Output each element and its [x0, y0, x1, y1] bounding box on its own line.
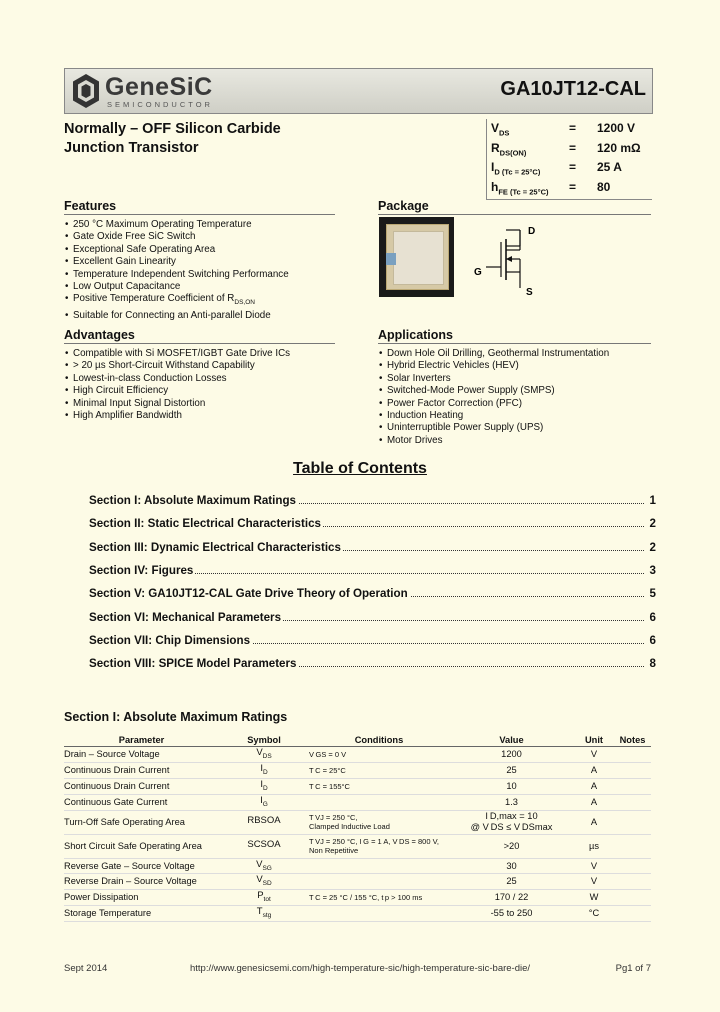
- toc-entry-label: Section I: Absolute Maximum Ratings: [89, 494, 296, 507]
- value-text: 1.3: [505, 796, 518, 807]
- cell-unit: A: [574, 778, 614, 794]
- symbol-letter: T: [256, 906, 263, 918]
- list-item: [64, 360, 335, 372]
- list-item: [378, 385, 651, 397]
- toc-entry[interactable]: [89, 634, 656, 650]
- cell-symbol: [219, 762, 309, 778]
- spec-symbol: [491, 180, 549, 196]
- key-specs-box: [486, 119, 652, 200]
- gate-label: G: [474, 267, 482, 278]
- cell-symbol: [219, 794, 309, 810]
- symbol-letter: I: [260, 762, 263, 774]
- list-item-text: Down Hole Oil Drilling, Geothermal Instrumentation: [387, 348, 610, 359]
- list-item-text: Exceptional Safe Operating Area: [73, 243, 216, 255]
- toc-entry[interactable]: [89, 517, 656, 533]
- cell-conditions: [309, 762, 449, 778]
- symbol-letter: V: [256, 747, 263, 758]
- symbol-letter: V: [256, 874, 263, 886]
- cell-conditions: [309, 858, 449, 874]
- cell-unit: V: [574, 747, 614, 763]
- cell-conditions: [309, 794, 449, 810]
- cell-value: [449, 810, 574, 834]
- cell-unit: A: [574, 794, 614, 810]
- logo-name: GeneSiC: [105, 73, 213, 101]
- drain-label: D: [528, 226, 536, 237]
- list-item-text: Lowest-in-class Conduction Losses: [73, 372, 227, 384]
- spec-row: [491, 180, 651, 199]
- col-symbol: Symbol: [219, 734, 309, 747]
- toc-entry[interactable]: [89, 657, 656, 673]
- cell-value: [449, 778, 574, 794]
- list-item: [378, 398, 651, 410]
- value-text: 30: [506, 860, 517, 871]
- cell-notes: [614, 874, 651, 890]
- cell-notes: [614, 810, 651, 834]
- spec-symbol-subscript: FE (Tc = 25°C): [498, 186, 549, 196]
- cell-parameter: Turn-Off Safe Operating Area: [64, 810, 219, 834]
- table-row: [64, 890, 651, 906]
- die-photo: [379, 217, 454, 297]
- spec-symbol: [491, 121, 509, 137]
- toc-entry-label: Section VIII: SPICE Model Parameters: [89, 657, 297, 671]
- list-item-text: Low Output Capacitance: [73, 281, 181, 293]
- table-row: [64, 810, 651, 834]
- spec-equals: =: [569, 160, 577, 174]
- col-value: Value: [449, 734, 574, 747]
- list-item: [64, 281, 335, 293]
- table-row: [64, 747, 651, 763]
- cell-parameter: Continuous Gate Current: [64, 794, 219, 810]
- cell-conditions: [309, 834, 449, 858]
- spec-symbol-letter: h: [491, 179, 499, 194]
- footer-date: Sept 2014: [64, 963, 108, 974]
- package-section: [378, 199, 651, 215]
- list-item-text: Temperature Independent Switching Performance: [73, 268, 289, 280]
- spec-equals: =: [569, 179, 577, 194]
- die-active-area: [393, 231, 444, 285]
- symbol-subscript: stg: [262, 912, 272, 920]
- symbol-letter: RBSOA: [247, 814, 281, 826]
- absolute-max-ratings-table: [64, 734, 651, 922]
- conditions-text: T C = 25 °C / 155 °C, t p > 100 ms: [309, 893, 423, 903]
- value-text: 170 / 22: [494, 892, 529, 903]
- toc-entry-label: Section II: Static Electrical Characteristics: [89, 517, 321, 531]
- transistor-symbol-icon: [470, 222, 540, 297]
- value-text: 10: [506, 780, 517, 791]
- toc-entry-page: 2: [649, 540, 656, 554]
- cell-unit: W: [574, 890, 614, 906]
- spec-symbol: [491, 160, 540, 176]
- col-notes: Notes: [614, 734, 651, 747]
- symbol-subscript: DS: [262, 752, 272, 760]
- toc-entry[interactable]: [89, 494, 656, 510]
- toc-entry-page: 1: [649, 494, 656, 507]
- list-item-text: High Circuit Efficiency: [73, 385, 169, 397]
- spec-symbol-letter: V: [491, 121, 500, 135]
- cell-conditions: [309, 778, 449, 794]
- list-item-text: Excellent Gain Linearity: [73, 256, 176, 268]
- cell-value: [449, 858, 574, 874]
- list-item: [64, 410, 335, 422]
- spec-symbol: [491, 141, 526, 157]
- spec-equals: =: [569, 140, 577, 155]
- value-text: 25: [506, 764, 517, 775]
- document-title: [64, 120, 281, 158]
- cell-symbol: [219, 858, 309, 874]
- conditions-text: T VJ = 250 °C, Clamped Inductive Load: [309, 813, 390, 832]
- list-item: [64, 385, 335, 397]
- cell-symbol: [219, 834, 309, 858]
- list-item-text: Power Factor Correction (PFC): [387, 397, 523, 409]
- value-text: -55 to 250: [490, 908, 533, 919]
- list-item-text: Gate Oxide Free SiC Switch: [73, 231, 196, 243]
- spec-value: 120 mΩ: [597, 140, 641, 155]
- list-item-text: > 20 µs Short-Circuit Withstand Capability: [73, 360, 255, 372]
- cell-unit: A: [574, 810, 614, 834]
- footer-url[interactable]: http://www.genesicsemi.com/high-temperature-sic/high-temperature-sic-bare-die/: [190, 963, 531, 974]
- genesic-logo: [71, 73, 241, 109]
- cell-unit: V: [574, 858, 614, 874]
- cell-symbol: [219, 890, 309, 906]
- toc-entry[interactable]: [89, 611, 656, 627]
- cell-symbol: [219, 906, 309, 922]
- advantages-heading: Advantages: [64, 328, 335, 344]
- cell-parameter: Reverse Gate – Source Voltage: [64, 858, 219, 874]
- cell-symbol: [219, 810, 309, 834]
- list-item: [64, 293, 335, 309]
- list-item-text: Hybrid Electric Vehicles (HEV): [387, 360, 519, 372]
- table-row: [64, 834, 651, 858]
- toc-entry-label: Section VII: Chip Dimensions: [89, 633, 251, 647]
- symbol-subscript: SG: [262, 864, 272, 872]
- toc-entry-page: 6: [649, 610, 656, 624]
- list-item-text: Induction Heating: [387, 410, 464, 422]
- features-heading: Features: [64, 199, 335, 215]
- spec-symbol-subscript: DS: [499, 128, 510, 138]
- logo-subtitle: SEMICONDUCTOR: [107, 100, 213, 109]
- list-item-text: Uninterruptible Power Supply (UPS): [387, 422, 544, 434]
- col-conditions: Conditions: [309, 734, 449, 747]
- list-item: [378, 360, 651, 372]
- header-bar: [64, 68, 653, 114]
- list-item: [64, 373, 335, 385]
- spec-row: [491, 121, 651, 140]
- value-text: >20: [503, 840, 520, 851]
- list-item-text: Switched-Mode Power Supply (SMPS): [387, 385, 555, 397]
- list-item: [64, 219, 335, 231]
- table-header-row: [64, 734, 651, 747]
- list-item-text: Suitable for Connecting an Anti-parallel Diode: [73, 309, 271, 321]
- cell-conditions: [309, 810, 449, 834]
- spec-value: 25 A: [597, 160, 622, 174]
- die-body: [386, 224, 449, 290]
- advantages-list: [64, 348, 335, 422]
- conditions-text: V GS = 0 V: [309, 749, 347, 759]
- spec-symbol-subscript: DS(ON): [499, 147, 527, 157]
- cell-notes: [614, 762, 651, 778]
- cell-conditions: [309, 906, 449, 922]
- cell-parameter: Reverse Drain – Source Voltage: [64, 874, 219, 890]
- table-row: [64, 778, 651, 794]
- list-item-text: 250 °C Maximum Operating Temperature: [73, 219, 252, 230]
- symbol-letter: I: [260, 778, 263, 790]
- symbol-subscript: D: [262, 784, 268, 792]
- table-row: [64, 794, 651, 810]
- value-text: 1200: [501, 748, 522, 759]
- cell-symbol: [219, 874, 309, 890]
- col-unit: Unit: [574, 734, 614, 747]
- toc-entry[interactable]: [89, 587, 656, 603]
- list-item: [378, 410, 651, 422]
- conditions-text: T C = 25°C: [309, 765, 346, 775]
- applications-heading: Applications: [378, 328, 651, 344]
- symbol-letter: SCSOA: [247, 838, 281, 850]
- toc-entry-label: Section III: Dynamic Electrical Characteristics: [89, 540, 341, 554]
- gate-pad: [386, 253, 396, 265]
- cell-notes: [614, 834, 651, 858]
- logo-hexagon-icon: [71, 73, 101, 109]
- section-1-title: Section I: Absolute Maximum Ratings: [64, 710, 288, 724]
- title-line-2: Junction Transistor: [64, 140, 199, 156]
- list-item-text: Compatible with Si MOSFET/IGBT Gate Drive ICs: [73, 348, 291, 359]
- cell-conditions: [309, 747, 449, 763]
- features-list: [64, 219, 335, 322]
- cell-parameter: Drain – Source Voltage: [64, 747, 219, 763]
- applications-section: [378, 328, 651, 447]
- cell-parameter: Short Circuit Safe Operating Area: [64, 834, 219, 858]
- list-item: [64, 310, 335, 322]
- cell-unit: µs: [574, 834, 614, 858]
- toc-entry-label: Section IV: Figures: [89, 563, 194, 577]
- list-item-text: Minimal Input Signal Distortion: [73, 397, 206, 409]
- cell-parameter: Power Dissipation: [64, 890, 219, 906]
- cell-parameter: Storage Temperature: [64, 906, 219, 922]
- list-item: [64, 231, 335, 243]
- spec-symbol-letter: R: [491, 140, 500, 155]
- toc-entry[interactable]: [89, 541, 656, 557]
- symbol-letter: V: [256, 858, 263, 870]
- col-parameter: Parameter: [64, 734, 219, 747]
- toc-entry-page: 5: [649, 587, 656, 601]
- symbol-subscript: G: [262, 800, 268, 808]
- spec-symbol-subscript: D (Tc = 25°C): [494, 167, 541, 177]
- toc-entry-page: 8: [649, 657, 656, 671]
- list-item: [64, 244, 335, 256]
- cell-notes: [614, 890, 651, 906]
- cell-value: [449, 794, 574, 810]
- cell-value: [449, 762, 574, 778]
- cell-symbol: [219, 747, 309, 763]
- title-line-1: Normally – OFF Silicon Carbide: [64, 121, 281, 137]
- toc-entry-page: 2: [649, 517, 656, 531]
- list-item-text: High Amplifier Bandwidth: [73, 410, 182, 422]
- cell-parameter: Continuous Drain Current: [64, 762, 219, 778]
- symbol-subscript: D: [262, 768, 268, 776]
- cell-value: [449, 747, 574, 763]
- spec-equals: =: [569, 121, 577, 135]
- list-item: [378, 348, 651, 360]
- cell-unit: V: [574, 874, 614, 890]
- features-section: [64, 199, 335, 322]
- list-item-text: Solar Inverters: [387, 372, 451, 384]
- list-item-text: Positive Temperature Coefficient of R: [73, 293, 235, 305]
- cell-notes: [614, 794, 651, 810]
- spec-row: [491, 141, 651, 160]
- table-row: [64, 906, 651, 922]
- footer-page-number: Pg1 of 7: [615, 963, 651, 974]
- cell-value: [449, 906, 574, 922]
- symbol-letter: I: [260, 794, 263, 806]
- package-heading: Package: [378, 199, 651, 215]
- table-row: [64, 762, 651, 778]
- list-item: [378, 435, 651, 447]
- source-label: S: [526, 287, 533, 297]
- symbol-subscript: SD: [262, 880, 272, 888]
- toc-entry-label: Section VI: Mechanical Parameters: [89, 610, 282, 624]
- list-item: [64, 256, 335, 268]
- rds-subscript: DS,ON: [234, 299, 255, 307]
- conditions-text: T VJ = 250 °C, I G = 1 A, V DS = 800 V, Non Repetitive: [309, 837, 440, 856]
- cell-notes: [614, 858, 651, 874]
- cell-notes: [614, 906, 651, 922]
- cell-parameter: Continuous Drain Current: [64, 778, 219, 794]
- value-text: 25: [506, 876, 517, 887]
- cell-conditions: [309, 890, 449, 906]
- part-number: GA10JT12-CAL: [500, 78, 646, 100]
- table-row: [64, 858, 651, 874]
- toc-entry[interactable]: [89, 564, 656, 580]
- symbol-subscript: tot: [263, 896, 271, 904]
- spec-symbol-letter: I: [491, 160, 495, 174]
- list-item: [64, 348, 335, 360]
- cell-conditions: [309, 874, 449, 890]
- cell-value: [449, 874, 574, 890]
- table-row: [64, 874, 651, 890]
- spec-row: [491, 160, 651, 179]
- cell-symbol: [219, 778, 309, 794]
- value-text: I D,max = 10 @ V DS ≤ V DSmax: [470, 811, 553, 833]
- toc-entry-page: 3: [649, 563, 656, 577]
- cell-value: [449, 890, 574, 906]
- toc-entry-label: Section V: GA10JT12-CAL Gate Drive Theory of Operation: [89, 587, 408, 601]
- conditions-text: T C = 155°C: [309, 781, 350, 791]
- applications-list: [378, 348, 651, 447]
- spec-value: 80: [597, 179, 611, 194]
- list-item: [378, 373, 651, 385]
- list-item: [378, 422, 651, 434]
- advantages-section: [64, 328, 335, 422]
- cell-value: [449, 834, 574, 858]
- cell-unit: °C: [574, 906, 614, 922]
- cell-notes: [614, 747, 651, 763]
- list-item: [64, 398, 335, 410]
- toc-entry-page: 6: [649, 633, 656, 647]
- spec-value: 1200 V: [597, 121, 636, 135]
- cell-notes: [614, 778, 651, 794]
- toc-title: Table of Contents: [293, 460, 427, 477]
- symbol-letter: P: [257, 890, 264, 902]
- list-item-text: Motor Drives: [387, 434, 443, 446]
- cell-unit: A: [574, 762, 614, 778]
- list-item: [64, 269, 335, 281]
